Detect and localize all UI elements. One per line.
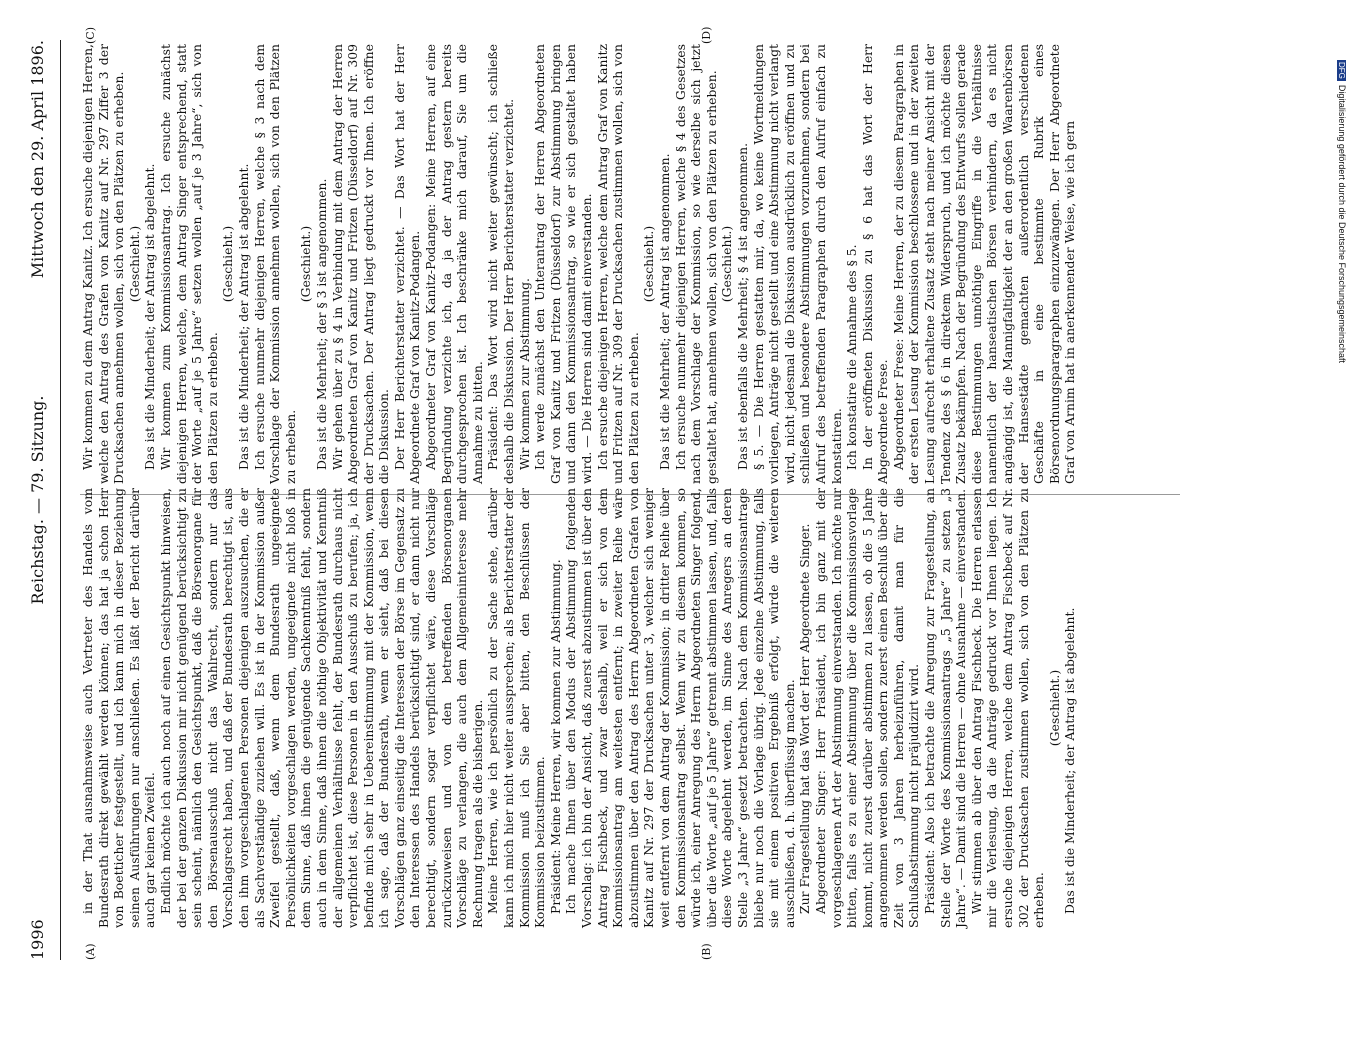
paragraph: (Geschieht.) <box>1046 669 1062 747</box>
digitization-ribbon <box>1327 0 1347 1000</box>
paragraph: Abgeordneter Singer: Herr Präsident, ich bin ganz mit der vorgeschlagenen Art der Abstimmung einverstanden. Ich möchte nur bitten, falls es zu einer Abstimmung über die Kommissionsvorlage kommt, nicht zuerst darüber abstimmen zu lassen, ob die 5 Jahre angenommen werden sollen, sondern zuerst einen Beschluß über die Zeit von 3 Jahren herbeizuführen, damit man für die Schlußabstimmung nicht präjudizirt wird. <box>812 488 922 928</box>
paragraph: in der That ausnahmsweise auch Vertreter des Handels vom Bundesrath direkt gewählt werden können; das hat ja schon Herr von Boetticher festgestellt, und ich kann mich in dieser Beziehung seinen Ausführungen nur anschließen. Es läßt der Bericht darüber auch gar keinen Zweifel. <box>80 488 158 928</box>
page-number: 1996 <box>28 919 47 960</box>
paragraph: Das ist die Minderheit; der Antrag ist abgelehnt. <box>1062 607 1078 914</box>
margin-mark-c: (C) <box>84 27 97 44</box>
session-label: Reichstag. — 79. Sitzung. <box>28 395 47 605</box>
page-header <box>20 40 61 960</box>
paragraph: Ich ersuche nunmehr diejenigen Herren, welche § 3 nach dem Vorschlage der Kommission annehmen wollen, sich von den Plätzen zu erheben. <box>251 44 298 484</box>
paragraph: (Geschieht.) <box>719 225 735 303</box>
paragraph: § 5. — Die Herren gestatten mir, da, wo keine Wortmeldungen vorliegen, Anträge nicht gestellt und eine Abstimmung nicht verlangt wird, nicht jedesmal die Diskussion ausdrücklich zu eröffnen und zu schließen und besondere Abstimmungen vorzunehmen, sondern bei Aufruf des betreffenden Paragraphen durch den Aufruf einfach zu konstatiren. <box>750 44 844 484</box>
left-column <box>80 488 1078 928</box>
paragraph: Wir gehen über zu § 4 in Verbindung mit dem Antrag der Herren Abgeordneten Graf von Kanitz und Fritzen (Düsseldorf) auf Nr. 309 der Drucksachen. Der Antrag liegt gedruckt vor Ihnen. Ich eröffne die Diskussion. <box>329 44 392 484</box>
paragraph: Abgeordneter Frese: Meine Herren, der zu diesem Paragraphen in der ersten Lesung der Kommission beschlossene und in der zweiten Lesung aufrecht erhaltene Zusatz steht nach meiner Ansicht mit der Tendenz des § 6 in direktem Widerspruch, und ich möchte diesen Zusatz bekämpfen. Nach der Begründung des Entwurfs sollen gerade diese Bestimmungen unnöthige Eingriffe in die Verhältnisse namentlich der hanseatischen Börsen verhindern, da es nicht angängig ist, die Mannigfaltigkeit der an den großen Waarenbörsen der Hansestädte gemachten außerordentlich verschiedenen Geschäfte in eine bestimmte Rubrik eines Börsenordnungsparagraphen einzuzwängen. Der Herr Abgeordnete Graf von Arnim hat in anerkennender Weise, wie ich gern <box>890 44 1078 484</box>
margin-mark-d: (D) <box>700 26 713 44</box>
paragraph: Der Herr Berichterstatter verzichtet. — Das Wort hat der Herr Abgeordnete Graf von Kanitz-Podangen. <box>391 44 423 484</box>
paragraph: Das ist die Mehrheit; der § 3 ist angenommen. <box>313 178 329 470</box>
paragraph: Abgeordneter Graf von Kanitz-Podangen: Meine Herren, auf eine Begründung verzichte ich, da ja der Antrag gestern bereits durchgesprochen ist. Ich beschränke mich darauf, Sie um die Annahme zu bitten. <box>423 44 485 484</box>
paragraph: Ich ersuche nunmehr diejenigen Herren, welche § 4 des Gesetzes nach dem Vorschlage der Kommission, so wie derselbe sich jetzt gestaltet hat, annehmen wollen, sich von den Plätzen zu erheben. <box>672 44 719 484</box>
dfg-logo: DFG <box>1337 62 1346 79</box>
paragraph: (Geschieht.) <box>641 225 657 303</box>
paragraph: Wir stimmen ab über den Antrag Fischbeck. Die Herren erlassen mir die Verlesung, da die Anträge gedruckt vor Ihnen liegen. Ich ersuche diejenigen Herren, welche dem Antrag Fischbeck auf Nr. 302 der Drucksachen zustimmen wollen, sich von den Plätzen zu erheben. <box>968 488 1047 928</box>
paragraph: Das ist ebenfalls die Mehrheit; § 4 ist angenommen. <box>734 142 750 470</box>
margin-mark-a: (A) <box>84 943 97 960</box>
paragraph: Ich ersuche diejenigen Herren, welche dem Antrag Graf von Kanitz und Fritzen auf Nr. 309 der Drucksachen zustimmen wollen, sich von den Plätzen zu erheben. <box>594 44 641 484</box>
paragraph: Meine Herren, wie ich persönlich zu der Sache stehe, darüber kann ich mich hier nicht weiter aussprechen; als Berichterstatter der Kommission muß ich Sie aber bitten, den Beschlüssen der Kommission beizustimmen. <box>485 488 548 928</box>
paragraph: Ich werde zunächst den Unterantrag der Herren Abgeordneten Graf von Kanitz und Fritzen (Düsseldorf) zur Abstimmung bringen und dann den Kommissionsantrag, so wie er sich gestaltet haben wird. — Die Herren sind damit einverstanden. <box>532 44 594 484</box>
ribbon-text: Digitalisierung gefördert durch die Deutsche Forschungsgemeinschaft <box>1337 84 1347 364</box>
paragraph: In der eröffneten Diskussion zu § 6 hat das Wort der Herr Abgeordnete Frese. <box>859 44 891 484</box>
session-date: Mittwoch den 29. April 1896. <box>28 40 47 279</box>
paragraph: Ich konstatire die Annahme des § 5. <box>844 244 860 470</box>
paragraph: Ich mache Ihnen über den Modus der Abstimmung folgenden Vorschlag: ich bin der Ansicht, daß zuerst abzustimmen ist über den Antrag Fischbeck, und zwar deshalb, weil er sich von dem Kommissionsantrag am weitesten entfernt; in zweiter Reihe wäre abzustimmen über den Antrag des Herrn Abgeordneten Grafen von Kanitz auf Nr. 297 der Drucksachen unter 3, welcher sich weniger weit entfernt von dem Antrag der Kommission; in dritter Reihe über den Kommissionsantrag selbst. Wenn wir zu diesem kommen, so würde ich, einer Anregung des Herrn Abgeordneten Singer folgend, über die Worte „auf je 5 Jahre“ getrennt abstimmen lassen, und, falls diese Worte abgelehnt werden, im Sinne des Anregers an deren Stelle „3 Jahre“ gesetzt betrachten. Nach dem Kommissionsantrage bliebe nur noch die Vorlage übrig. Jede einzelne Abstimmung, falls sie mit einem positiven Ergebniß erfolgt, würde die weiteren ausschließen, d. h. überflüssig machen. <box>563 488 797 928</box>
paragraph: (Geschieht.) <box>298 225 314 303</box>
paragraph: Wir kommen zur Abstimmung. <box>516 278 532 470</box>
margin-mark-b: (B) <box>700 943 713 960</box>
paragraph: Endlich möchte ich auch noch auf einen Gesichtspunkt hinweisen, der bei der ganzen Diskussion mir nicht genügend berücksichtigt zu sein scheint, nämlich den Gesichtspunkt, daß die Börsenorgane für den Börsenausschuß nicht das Wahlrecht, sondern nur das Vorschlagsrecht haben, und daß der Bundesrath berechtigt ist, aus den ihm vorgeschlagenen Personen diejenigen auszusuchen, die er als Sachverständige zuziehen will. Es ist in der Kommission außer Zweifel gestellt, daß, wenn dem Bundesrath ungeeignete Persönlichkeiten vorgeschlagen werden, ungeeignete nicht bloß in dem Sinne, daß ihnen die genügende Sachkenntniß fehlt, sondern auch in dem Sinne, daß ihnen die nöthige Objektivität und Kenntniß der allgemeinen Verhältnisse fehlt, der Bundesrath durchaus nicht verpflichtet ist, diese Personen in den Ausschuß zu berufen; ja, ich befinde mich sehr in Uebereinstimmung mit der Kommission, wenn ich sage, daß der Bundesrath, wenn er sieht, daß bei diesen Vorschlägen ganz einseitig die Interessen der Börse im Gegensatz zu den Interessen des Handels berücksichtigt sind, er dann nicht nur berechtigt, sondern sogar verpflichtet wäre, diese Vorschläge zurückzuweisen und von den betreffenden Börsenorganen Vorschläge zu verlangen, die auch dem Allgemeininteresse mehr Rechnung tragen als die bisherigen. <box>157 488 485 928</box>
paragraph: Präsident: Meine Herren, wir kommen zur Abstimmung. <box>547 559 563 914</box>
ribbon-text-wrap <box>1327 0 1347 1060</box>
paragraph: Zur Fragestellung hat das Wort der Herr Abgeordnete Singer. <box>797 523 813 914</box>
paragraph: Das ist die Minderheit; der Antrag ist abgelehnt. <box>142 163 158 470</box>
paragraph: Wir kommen zum Kommissionsantrag. Ich ersuche zunächst diejenigen Herren, welche, dem Antrag Singer entsprechend, statt der Worte „auf je 5 Jahre“ setzen wollen „auf je 3 Jahre“, sich von den Plätzen zu erheben. <box>157 44 220 484</box>
right-column <box>80 44 1078 484</box>
paragraph: Präsident: Das Wort wird nicht weiter gewünscht; ich schließe deshalb die Diskussion. Der Herr Berichterstatter verzichtet. <box>485 44 517 484</box>
paragraph: Das ist die Minderheit; der Antrag ist abgelehnt. <box>235 163 251 470</box>
paragraph: Das ist die Mehrheit; der Antrag ist angenommen. <box>656 153 672 470</box>
paragraph: Wir kommen zu dem Antrag Kanitz. Ich ersuche diejenigen Herren, welche den Antrag des Grafen von Kanitz auf Nr. 297 Ziffer 3 der Drucksachen annehmen wollen, sich von den Plätzen zu erheben. <box>80 44 127 484</box>
paragraph: Präsident: Also ich betrachte die Anregung zur Fragestellung, an Stelle der Worte des Kommissionsantrags „5 Jahre“ zu setzen „3 Jahre“. — Damit sind die Herren — ohne Ausnahme — einverstanden. <box>922 488 969 928</box>
paragraph: (Geschieht.) <box>220 225 236 303</box>
paragraph: (Geschieht.) <box>126 225 142 303</box>
